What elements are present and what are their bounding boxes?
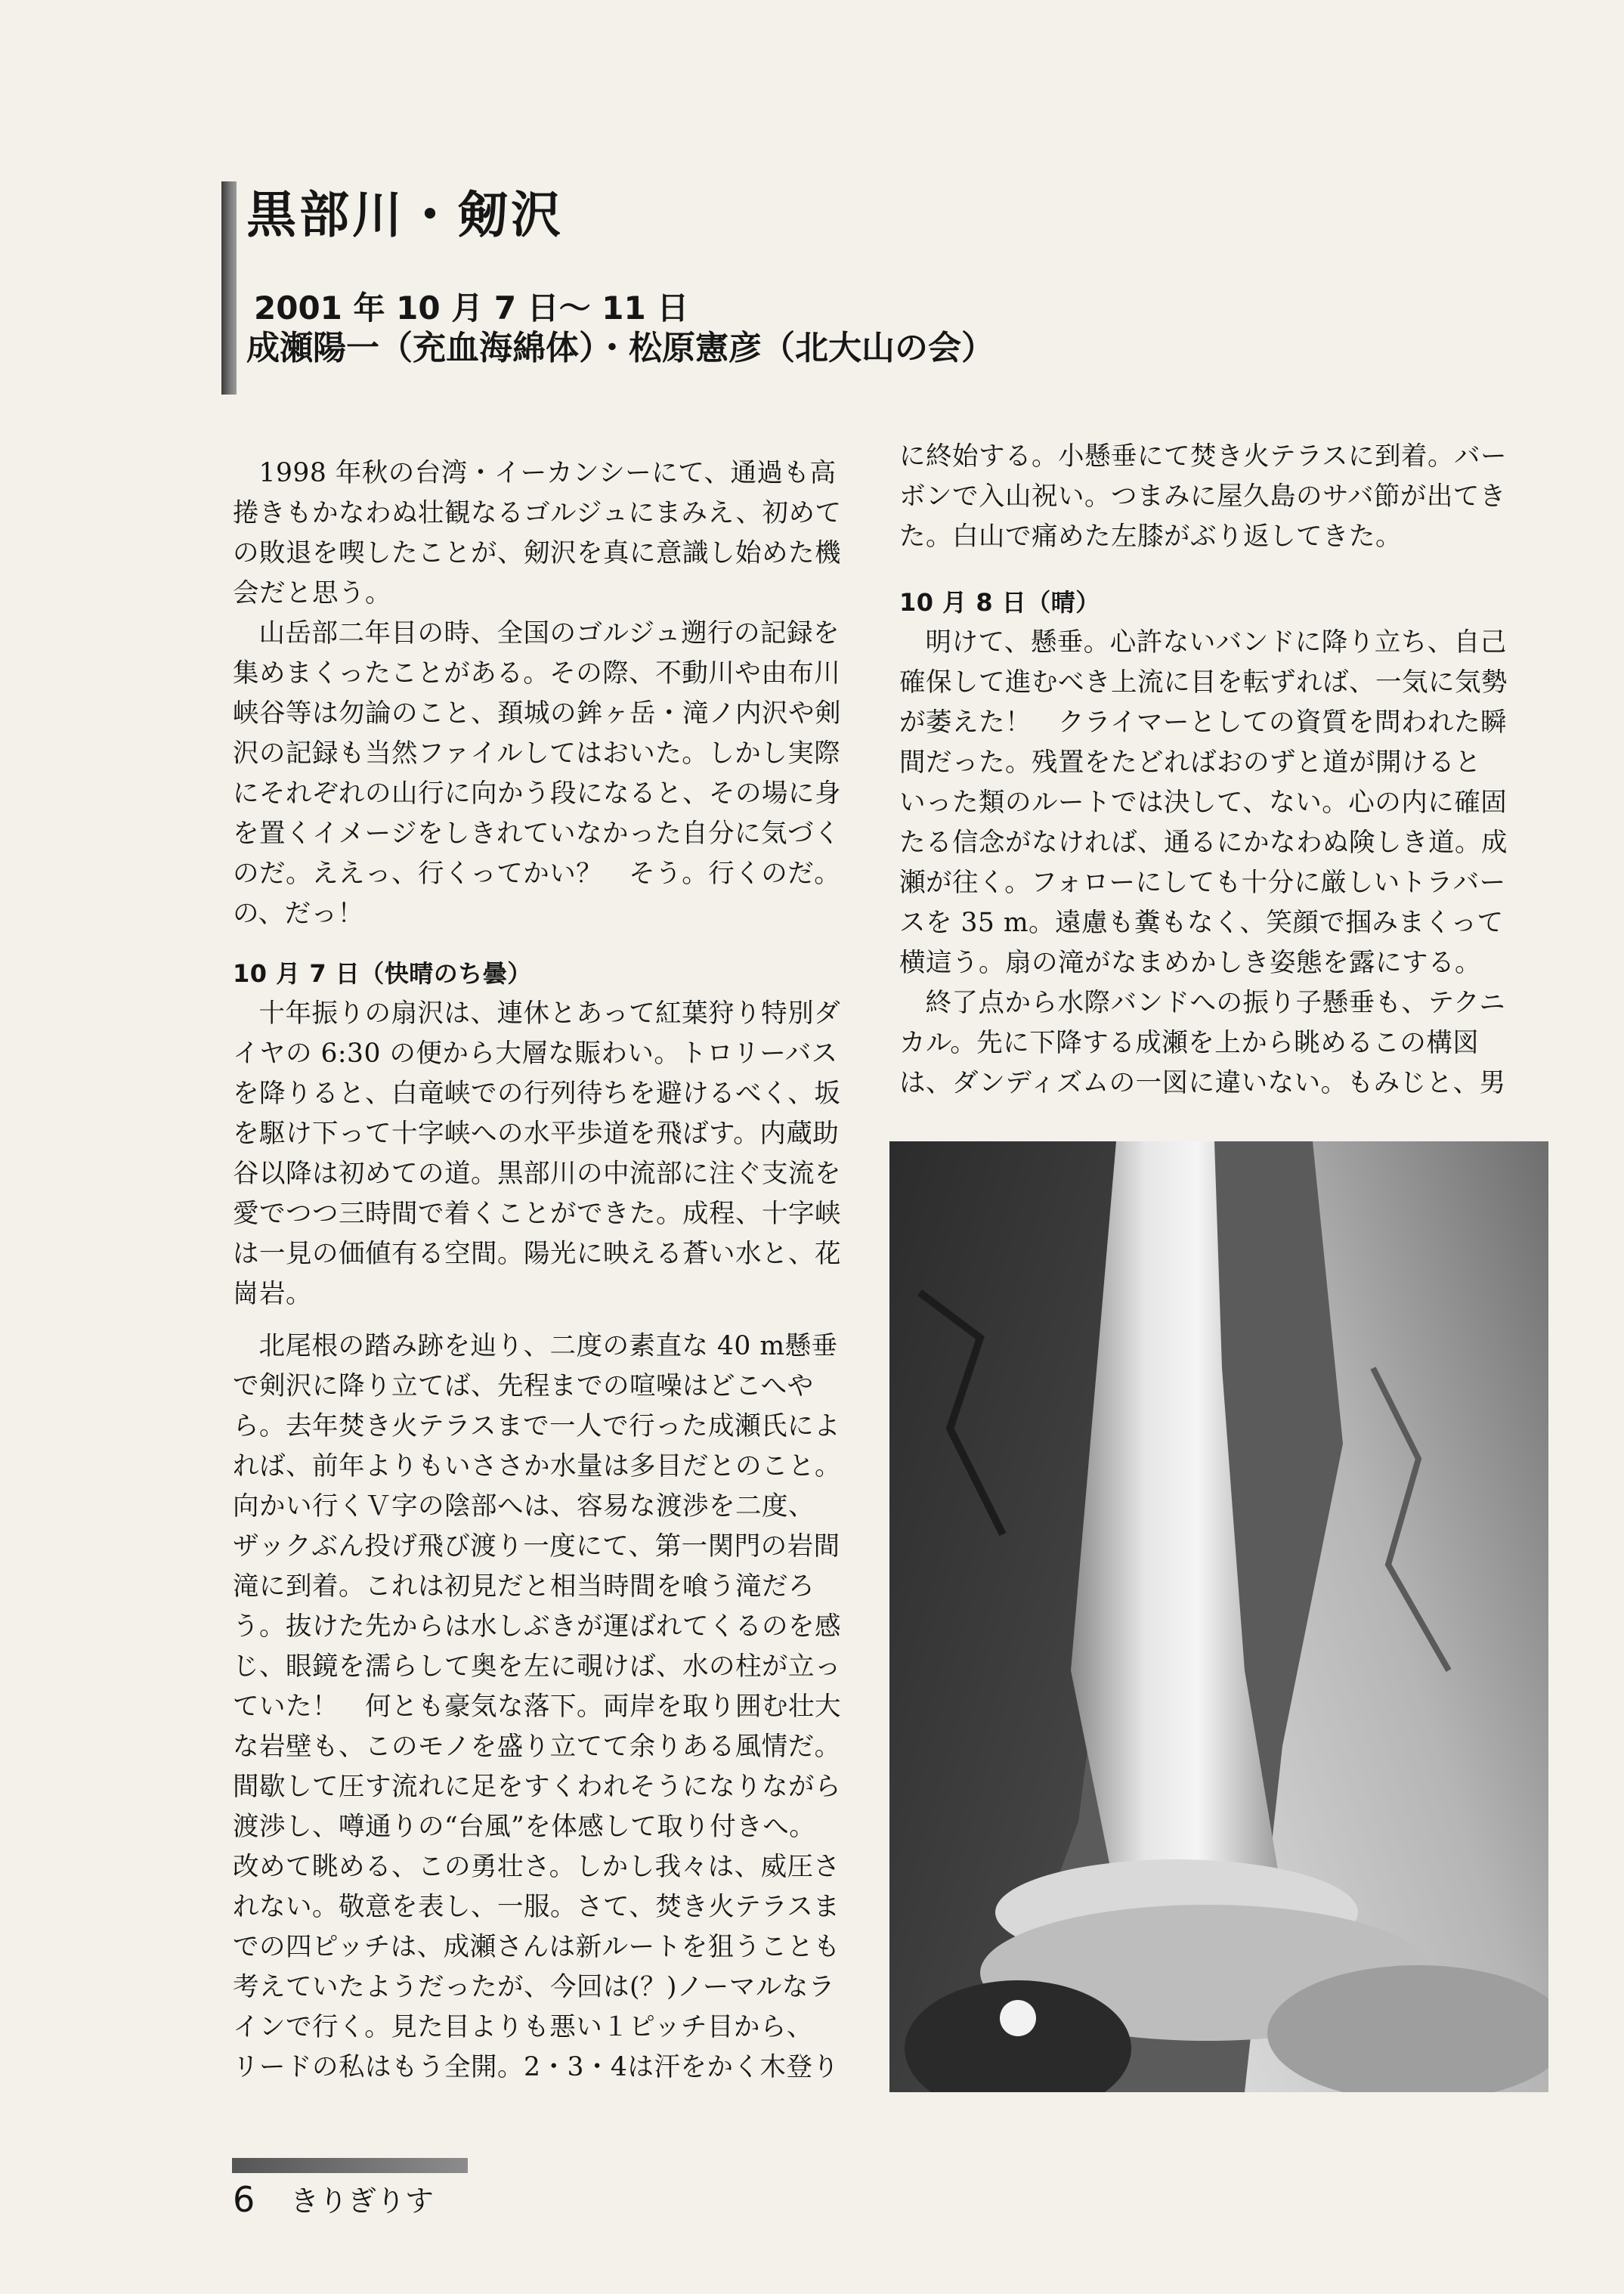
continued-paragraph: に終始する。小懸垂にて焚き火テラスに到着。バー ボンで入山祝い。つまみに屋久島のサバ節が出てき た。白山で痛めた左膝がぶり返してきた。 <box>899 441 1507 552</box>
day2-heading: 10 月 8 日（晴） <box>899 588 1100 617</box>
page-number: 6 <box>233 2179 255 2220</box>
intro-paragraph-2: 山岳部二年目の時、全国のゴルジュ遡行の記録を 集めまくったことがある。その際、不動川や由布川 峡谷等は勿論のこと、頚城の鉾ヶ岳・滝ノ内沢や剣 沢の記録も当然ファイルしてはおいた。しかし実際 にそれぞれの山行に向かう段になると、その場に身 を置くイメージをしきれていなかった自分に気づく のだ。ええっ、行くってかい？ そう。行くのだ。 の、だっ！ <box>233 618 841 929</box>
article-title: 黒部川・剱沢 <box>246 186 564 244</box>
trip-dates: 2001 年 10 月 7 日〜 11 日 <box>254 289 689 327</box>
intro-paragraph-1: 1998 年秋の台湾・イーカンシーにて、通過も高 捲きもかなわぬ壮観なるゴルジュにまみえ、初めて の敗退を喫したことが、剱沢を真に意識し始めた機 会だと思う。 <box>233 458 842 608</box>
left-text-column <box>233 454 878 2088</box>
title-accent-bar <box>221 181 237 395</box>
day1-paragraph-2: 北尾根の踏み跡を辿り、二度の素直な 40 m懸垂 で剣沢に降り立てば、先程までの喧噪はどこへや ら。去年焚き火テラスまで一人で行った成瀬氏によ れば、前年よりもいささか水量は多目だとのこと。 向かい行くＶ字の陰部へは、容易な渡渉を二度、 ザックぶん投げ飛び渡り一度にて、第一関門の岩間 滝に到着。これは初見だと相当時間を喰う滝だろ う。抜けた先からは水しぶきが運ばれてくるのを感 じ、眼鏡を濡らして奥を左に覗けば、水の柱が立っ ていた！ 何とも豪気な落下。両岸を取り囲む壮大 な岩壁も、このモノを盛り立てて余りある風情だ。 間歇して圧す流れに足をすくわれそうになりながら 渡渉し、噂通りの“台風”を体感して取り付きへ。 改めて眺める、この勇壮さ。しかし我々は、威圧さ れない。敬意を表し、一服。さて、焚き火テラスま での四ピッチは、成瀬さんは新ルートを狙うことも 考えていたようだったが、今回は(？)ノーマルなラ インで行く。見た目よりも悪い１ピッチ目から、 リードの私はもう全開。2・3・4は汗をかく木登り <box>233 1331 841 2082</box>
day2-paragraph-2: 終了点から水際バンドへの振り子懸垂も、テクニ カル。先に下降する成瀬を上から眺めるこの構図 は、ダンディズムの一図に違いない。もみじと、男 <box>899 988 1506 1098</box>
right-text-column <box>899 437 1545 1104</box>
article-authors: 成瀬陽一（充血海綿体）・松原憲彦（北大山の会） <box>246 329 995 367</box>
waterfall-photo-image <box>889 1141 1548 2092</box>
footer-accent-bar <box>232 2158 468 2173</box>
waterfall-photo <box>889 1141 1548 2092</box>
day2-paragraph-1: 明けて、懸垂。心許ないバンドに降り立ち、自己 確保して進むべき上流に目を転ずれば、一気に気勢 が萎えた！ クライマーとしての資質を問われた瞬 間だった。残置をたどればおのずと道が開けると いった類のルートでは決して、ない。心の内に確固 たる信念がなければ、通るにかなわぬ険しき道。成 瀬が往く。フォローにしても十分に厳しいトラバー スを 35 m。遠慮も糞もなく、笑顔で掴みまくって 横這う。扇の滝がなまめかしき姿態を露にする。 <box>899 627 1508 978</box>
day1-paragraph-1: 十年振りの扇沢は、連休とあって紅葉狩り特別ダ イヤの 6:30 の便から大層な賑わい。トロリーバス を降りると、白竜峡での行列待ちを避けるべく、坂 を駆け下って十字峡への水平歩道を飛ばす。内蔵助 谷以降は初めての道。黒部川の中流部に注ぐ支流を 愛でつつ三時間で着くことができた。成程、十字峡 は一見の価値有る空間。陽光に映える蒼い水と、花 崗岩。 <box>233 998 841 1309</box>
day1-heading: 10 月 7 日（快晴のち曇） <box>233 959 532 988</box>
journal-name: きりぎりす <box>290 2184 435 2218</box>
